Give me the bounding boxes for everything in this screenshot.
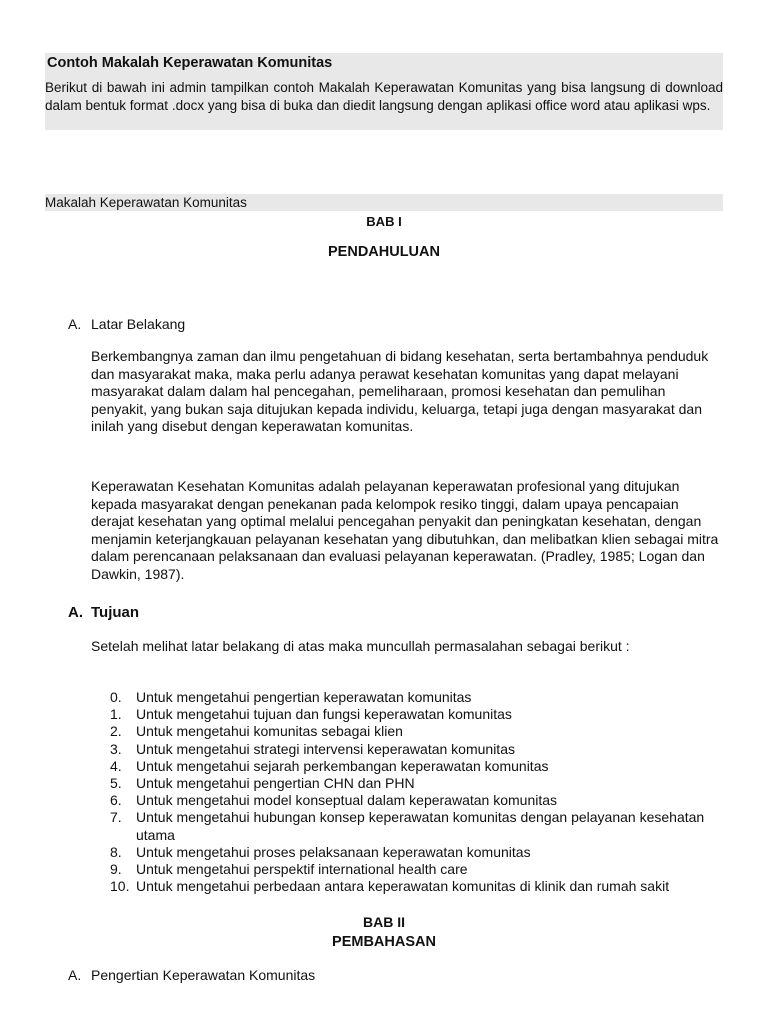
list-item-number: 2. (110, 723, 122, 740)
makalah-label: Makalah Keperawatan Komunitas (45, 195, 247, 210)
section-marker: A. (68, 967, 82, 983)
section-heading-pengertian (68, 967, 315, 983)
list-item (110, 809, 725, 843)
bab1-label: BAB I (366, 214, 402, 229)
list-item-number: 0. (110, 689, 122, 705)
paragraph-tujuan-intro: Setelah melihat latar belakang di atas maka muncullah permasalahan sebagai berikut : (91, 638, 630, 654)
list-item-number: 3. (110, 740, 122, 757)
list-item-number: 4. (110, 757, 122, 774)
list-item-text: Untuk mengetahui sejarah perkembangan keperawatan komunitas (136, 757, 549, 774)
section-heading-latar-belakang (68, 316, 185, 332)
list-item-number: 7. (110, 809, 122, 826)
list-item-text: Untuk mengetahui proses pelaksanaan keperawatan komunitas (136, 843, 531, 860)
list-item-number: 5. (110, 775, 122, 792)
section-marker: A. (68, 604, 83, 621)
list-item-text: Untuk mengetahui strategi intervensi keperawatan komunitas (136, 740, 515, 757)
bab1-title: PENDAHULUAN (328, 244, 440, 260)
intro-title: Contoh Makalah Keperawatan Komunitas (47, 55, 333, 71)
list-item (110, 861, 725, 878)
section-title: Pengertian Keperawatan Komunitas (91, 967, 316, 983)
makalah-band (45, 194, 723, 211)
list-item-text: Untuk mengetahui pengertian keperawatan komunitas (136, 689, 472, 705)
list-item-text: Untuk mengetahui perbedaan antara keperawatan komunitas di klinik dan rumah sakit (136, 878, 670, 895)
paragraph-latar-belakang-1: Berkembangnya zaman dan ilmu pengetahuan di bidang kesehatan, serta bertambahnya penduduk dan masyarakat maka, maka perlu adanya perawat kesehatan komunitas yang dapat melayani masyarakat dalam dalam hal pencegahan, pemeliharaan, promosi kesehatan dan pemulihan penyakit, yang bukan saja ditujukan kepada individu, keluarga, tetapi juga dengan masyarakat dan inilah yang disebut dengan keperawatan komunitas. (91, 348, 709, 434)
list-item-number: 6. (110, 792, 122, 809)
list-item-text: Untuk mengetahui tujuan dan fungsi keperawatan komunitas (136, 706, 512, 723)
section-title: Tujuan (91, 604, 140, 621)
list-item (110, 758, 725, 775)
list-item (110, 792, 725, 809)
list-item (110, 878, 725, 895)
list-item-number: 10. (110, 878, 130, 895)
list-item (110, 741, 725, 758)
list-item (110, 689, 725, 706)
list-item-number: 1. (110, 706, 122, 723)
paragraph-latar-belakang-2: Keperawatan Kesehatan Komunitas adalah pelayanan keperawatan profesional yang ditujukan kepada masyarakat dengan penekanan pada kelompok resiko tinggi, dalam upaya pencapaian derajat kesehatan yang optimal melalui pencegahan penyakit dan peningkatan kesehatan, dengan menjamin keterjangkauan pelayanan kesehatan yang dibutuhkan, dan melibatkan klien sebagai mitra dalam perencanaan pelaksanaan dan evaluasi pelayanan keperawatan. (Pradley, 1985; Logan dan Dawkin, 1987). (91, 478, 719, 582)
list-item-text: Untuk mengetahui hubungan konsep keperawatan komunitas dengan pelayanan kesehatan utama (136, 809, 705, 843)
list-item-number: 8. (110, 843, 122, 860)
list-item-text: Untuk mengetahui komunitas sebagai klien (136, 723, 403, 740)
bab2-title: PEMBAHASAN (332, 934, 436, 950)
section-title: Latar Belakang (91, 316, 186, 332)
list-item-number: 9. (110, 861, 122, 878)
objectives-list (110, 689, 725, 895)
intro-body: Berikut di bawah ini admin tampilkan contoh Makalah Keperawatan Komunitas yang bisa langsung di download dalam bentuk format .docx yang bisa di buka dan diedit langsung dengan aplikasi office word atau aplikasi wps. (45, 80, 723, 113)
intro-box (45, 53, 723, 130)
list-item-text: Untuk mengetahui perspektif international health care (136, 861, 468, 878)
section-heading-tujuan (68, 604, 139, 621)
section-marker: A. (68, 316, 82, 332)
list-item (110, 775, 725, 792)
bab2-label: BAB II (363, 914, 405, 930)
list-item (110, 706, 725, 723)
list-item (110, 723, 725, 740)
list-item-text: Untuk mengetahui model konseptual dalam keperawatan komunitas (136, 792, 558, 809)
list-item (110, 844, 725, 861)
list-item-text: Untuk mengetahui pengertian CHN dan PHN (136, 775, 415, 792)
